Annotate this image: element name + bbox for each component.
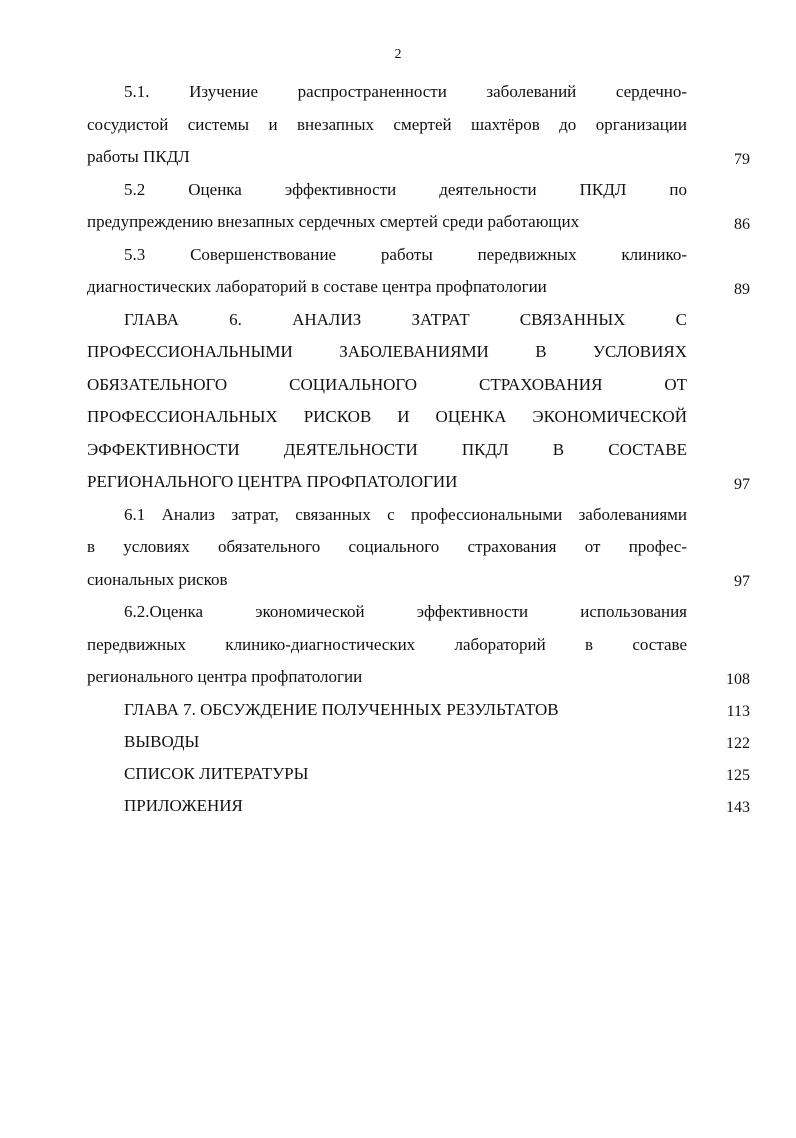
toc-line: 5.2 Оценка эффективности деятельности ПКДЛ по <box>124 179 687 199</box>
toc-entry-6-1 <box>87 499 750 597</box>
toc-entry-text <box>87 76 687 174</box>
toc-line: ПРОФЕССИОНАЛЬНЫХ РИСКОВ И ОЦЕНКА ЭКОНОМИЧЕСКОЙ <box>87 407 687 426</box>
toc-line: ОБЯЗАТЕЛЬНОГО СОЦИАЛЬНОГО СТРАХОВАНИЯ ОТ <box>87 374 687 394</box>
page-number: 2 <box>394 47 402 62</box>
toc-line: ГЛАВА 6. АНАЛИЗ ЗАТРАТ СВЯЗАННЫХ С <box>124 309 687 329</box>
toc-line: передвижных клинико-диагностических лабораторий в составе <box>87 634 687 654</box>
toc-entry-appendices <box>87 790 750 822</box>
toc-page-number: 79 <box>734 150 750 168</box>
toc-entry-text <box>87 726 687 758</box>
toc-line: ПРОФЕССИОНАЛЬНЫМИ ЗАБОЛЕВАНИЯМИ В УСЛОВИЯХ <box>87 342 687 361</box>
toc-entry-chapter-7 <box>87 694 750 726</box>
toc-page-number: 125 <box>726 766 750 784</box>
toc-entry-text <box>87 304 687 499</box>
toc-line: ГЛАВА 7. ОБСУЖДЕНИЕ ПОЛУЧЕННЫХ РЕЗУЛЬТАТОВ <box>124 699 559 719</box>
table-of-contents <box>87 76 750 822</box>
toc-entry-references <box>87 758 750 790</box>
toc-entry-5-2 <box>87 174 750 239</box>
toc-entry-chapter-6 <box>87 304 750 499</box>
toc-line: ПРИЛОЖЕНИЯ <box>124 795 243 815</box>
toc-entry-6-2 <box>87 596 750 694</box>
toc-line: диагностических лабораторий в составе центра профпатологии <box>87 277 547 296</box>
toc-entry-text <box>87 239 687 304</box>
toc-line: 5.1. Изучение распространенности заболеваний сердечно- <box>124 82 687 101</box>
toc-entry-5-3 <box>87 239 750 304</box>
toc-entry-conclusions <box>87 726 750 758</box>
toc-entry-text <box>87 174 687 239</box>
toc-line: работы ПКДЛ <box>87 147 190 166</box>
toc-line: предупреждению внезапных сердечных смертей среди работающих <box>87 212 580 231</box>
toc-line: 6.1 Анализ затрат, связанных с профессиональными заболеваниями <box>124 504 687 524</box>
toc-line: 5.3 Совершенствование работы передвижных клинико- <box>124 244 687 264</box>
toc-line: ЭФФЕКТИВНОСТИ ДЕЯТЕЛЬНОСТИ ПКДЛ В СОСТАВЕ <box>87 439 687 459</box>
toc-entry-text <box>87 694 687 726</box>
toc-line: сосудистой системы и внезапных смертей шахтёров до организации <box>87 114 687 134</box>
toc-page-number: 86 <box>734 215 750 233</box>
toc-page-number: 97 <box>734 475 750 493</box>
toc-line: РЕГИОНАЛЬНОГО ЦЕНТРА ПРОФПАТОЛОГИИ <box>87 472 458 491</box>
toc-entry-text <box>87 499 687 597</box>
toc-line: ВЫВОДЫ <box>124 731 200 751</box>
toc-page-number: 122 <box>726 734 750 752</box>
toc-entry-text <box>87 596 687 694</box>
toc-line: СПИСОК ЛИТЕРАТУРЫ <box>124 763 309 783</box>
toc-line: регионального центра профпатологии <box>87 667 363 686</box>
toc-entry-text <box>87 758 687 790</box>
toc-line: 6.2.Оценка экономической эффективности использования <box>124 602 687 621</box>
toc-page-number: 113 <box>726 702 750 720</box>
toc-entry-5-1 <box>87 76 750 174</box>
toc-entry-text <box>87 790 687 822</box>
toc-page-number: 97 <box>734 573 750 590</box>
toc-page-number: 143 <box>726 798 750 816</box>
toc-line: сиональных рисков <box>87 569 228 589</box>
toc-page-number: 89 <box>734 280 750 298</box>
toc-page-number: 108 <box>726 670 750 688</box>
toc-line: в условиях обязательного социального страхования от профес- <box>87 537 687 556</box>
